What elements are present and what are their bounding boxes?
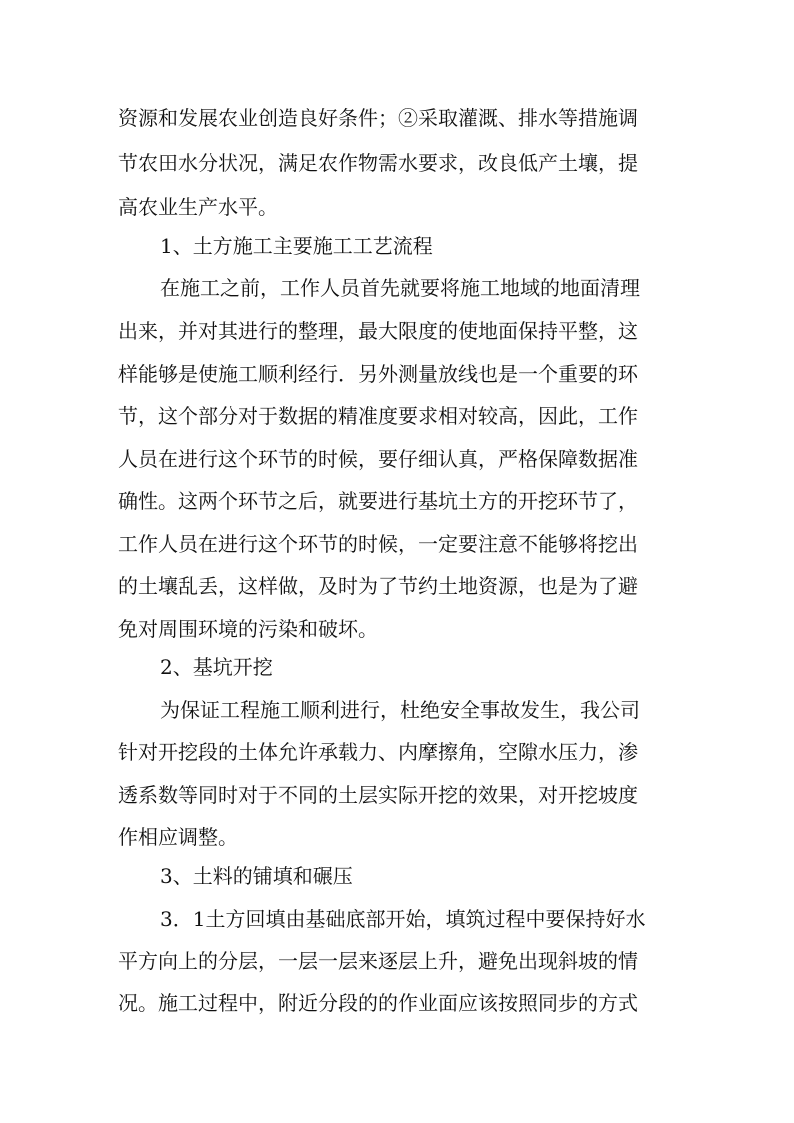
body-text-line: 为保证工程施工顺利进行，杜绝安全事故发生，我公司 [160,698,640,722]
body-text-line: 节农田水分状况，满足农作物需水要求，改良低产土壤，提 [118,151,638,175]
body-text-line: 免对周围环境的污染和破坏。 [118,617,378,641]
body-text-line: 样能够是使施工顺利经行．另外测量放线也是一个重要的环 [118,362,638,386]
body-text-line: 节，这个部分对于数据的精准度要求相对较高，因此，工作 [118,404,638,428]
body-text-line: 工作人员在进行这个环节的时候，一定要注意不能够将挖出 [118,532,638,556]
body-text-line: 针对开挖段的土体允许承载力、内摩擦角，空隙水压力，渗 [118,740,638,764]
body-text-line: 高农业生产水平。 [118,195,278,219]
section-heading: 2、基坑开挖 [160,655,273,679]
body-text-line: 况。施工过程中，附近分段的的作业面应该按照同步的方式 [118,991,638,1015]
body-text-line: 确性。这两个环节之后，就要进行基坑土方的开挖环节了， [118,489,638,513]
body-text-line: 的土壤乱丢，这样做，及时为了节约土地资源，也是为了避 [118,574,638,598]
body-text-line: 作相应调整。 [118,825,238,849]
section-heading: 1、土方施工主要施工工艺流程 [160,234,433,258]
body-text-line: 3．1土方回填由基础底部开始，填筑过程中要保持好水 [160,907,646,931]
body-text-line: 资源和发展农业创造良好条件；②采取灌溉、排水等措施调 [118,106,638,130]
body-text-line: 在施工之前，工作人员首先就要将施工地域的地面清理 [160,276,640,300]
body-text-line: 人员在进行这个环节的时候，要仔细认真，严格保障数据准 [118,447,638,471]
body-text-line: 透系数等同时对于不同的土层实际开挖的效果，对开挖坡度 [118,783,638,807]
body-text-line: 平方向上的分层，一层一层来逐层上升，避免出现斜坡的情 [118,949,638,973]
body-text-line: 出来，并对其进行的整理，最大限度的使地面保持平整，这 [118,319,638,343]
section-heading: 3、土料的铺填和碾压 [160,864,353,888]
